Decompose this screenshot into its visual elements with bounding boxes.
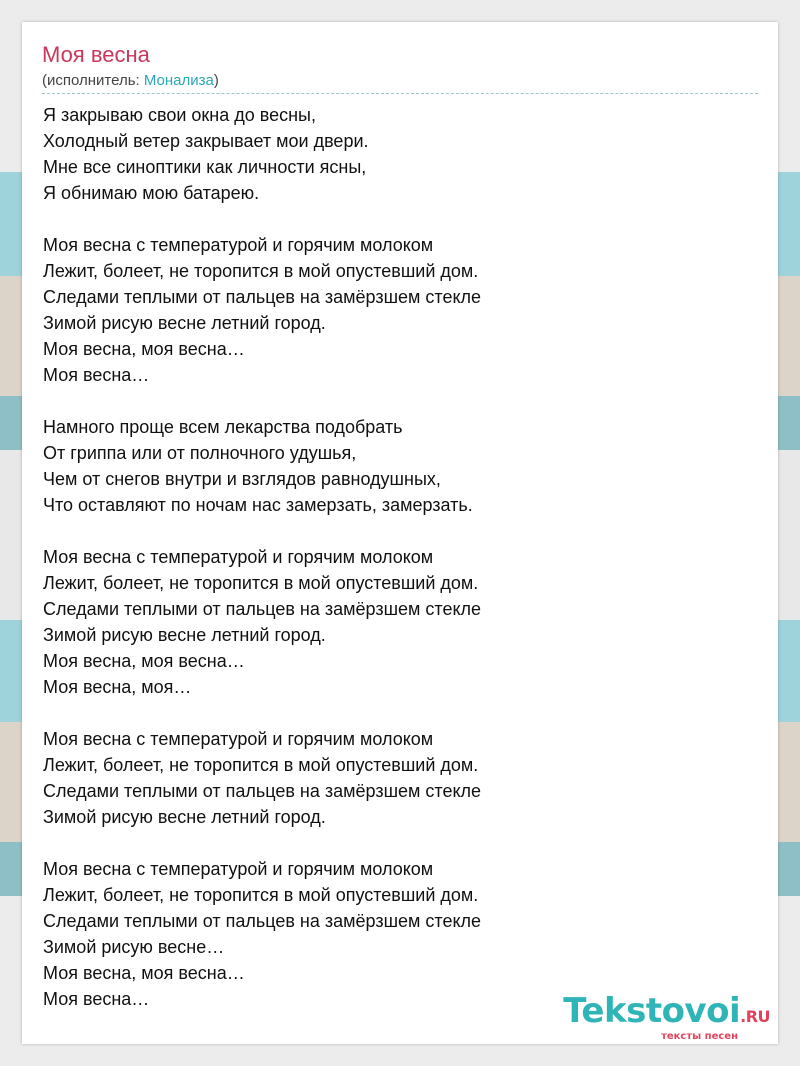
logo-suffix: .RU bbox=[740, 1007, 770, 1026]
lyrics-line: Лежит, болеет, не торопится в мой опустевший дом. bbox=[43, 261, 479, 281]
lyrics-line: Моя весна, моя весна… bbox=[43, 963, 245, 983]
lyrics-card bbox=[22, 22, 778, 1044]
artist-link[interactable]: Монализа bbox=[143, 72, 214, 89]
title-divider bbox=[42, 93, 758, 94]
lyrics-line: От гриппа или от полночного удушья, bbox=[43, 443, 357, 463]
lyrics-line: Моя весна, моя весна… bbox=[43, 651, 245, 671]
lyrics-line: Лежит, болеет, не торопится в мой опустевший дом. bbox=[43, 755, 479, 775]
lyrics-line: Намного проще всем лекарства подобрать bbox=[43, 417, 403, 437]
logo-text: Tekstovoi bbox=[563, 991, 741, 1031]
lyrics-line: Чем от снегов внутри и взглядов равнодушных, bbox=[43, 469, 441, 489]
lyrics-line: Что оставляют по ночам нас замерзать, замерзать. bbox=[43, 495, 473, 515]
artist-close-paren: ) bbox=[213, 72, 219, 89]
lyrics-line: Следами теплыми от пальцев на замёрзшем стекле bbox=[43, 599, 482, 619]
lyrics-line: Холодный ветер закрывает мои двери. bbox=[43, 131, 369, 151]
lyrics-line: Моя весна, моя… bbox=[43, 677, 192, 697]
lyrics-line: Мне все синоптики как личности ясны, bbox=[43, 157, 367, 177]
lyrics-line: Зимой рисую весне летний город. bbox=[43, 807, 326, 827]
lyrics-stanza bbox=[43, 544, 763, 700]
lyrics-line: Моя весна с температурой и горячим молоком bbox=[43, 235, 434, 255]
lyrics-line: Зимой рисую весне… bbox=[43, 937, 225, 957]
lyrics-line: Следами теплыми от пальцев на замёрзшем стекле bbox=[43, 781, 482, 801]
artist-open-paren: ( bbox=[42, 72, 47, 89]
lyrics-line: Лежит, болеет, не торопится в мой опустевший дом. bbox=[43, 885, 479, 905]
lyrics-line: Лежит, болеет, не торопится в мой опустевший дом. bbox=[43, 573, 479, 593]
lyrics-line: Зимой рисую весне летний город. bbox=[43, 625, 326, 645]
lyrics-line: Моя весна с температурой и горячим молоком bbox=[43, 859, 434, 879]
lyrics-line: Зимой рисую весне летний город. bbox=[43, 313, 326, 333]
lyrics-stanza bbox=[43, 856, 763, 1012]
lyrics-line: Я обнимаю мою батарею. bbox=[43, 183, 260, 203]
lyrics-line: Моя весна с температурой и горячим молоком bbox=[43, 547, 434, 567]
artist-line bbox=[42, 72, 219, 89]
lyrics-line: Следами теплыми от пальцев на замёрзшем стекле bbox=[43, 287, 482, 307]
lyrics-stanza bbox=[43, 726, 763, 830]
song-title: Моя весна bbox=[42, 42, 150, 67]
artist-label: исполнитель: bbox=[47, 72, 144, 89]
site-logo[interactable] bbox=[563, 993, 770, 1042]
lyrics-line: Следами теплыми от пальцев на замёрзшем стекле bbox=[43, 911, 482, 931]
lyrics-line: Моя весна, моя весна… bbox=[43, 339, 245, 359]
logo-tagline: тексты песен bbox=[661, 1031, 738, 1042]
lyrics-line: Я закрываю свои окна до весны, bbox=[43, 105, 316, 125]
lyrics-line: Моя весна с температурой и горячим молоком bbox=[43, 729, 434, 749]
lyrics-line: Моя весна… bbox=[43, 365, 150, 385]
lyrics-stanza bbox=[43, 414, 763, 518]
lyrics-body bbox=[43, 102, 763, 1038]
lyrics-stanza bbox=[43, 102, 763, 206]
lyrics-line: Моя весна… bbox=[43, 989, 150, 1009]
lyrics-stanza bbox=[43, 232, 763, 388]
